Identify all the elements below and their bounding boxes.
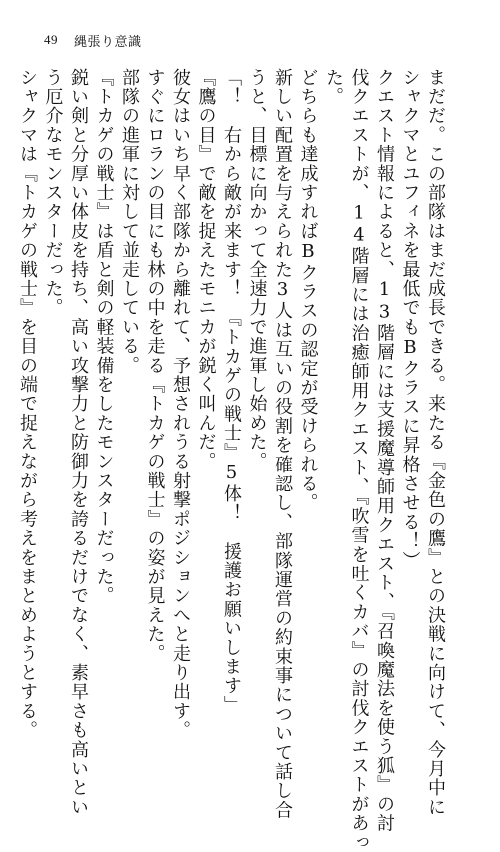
text-line: 彼女はいち早く部隊から離れて、予想されうる射撃ポジションへと走り出す。: [170, 68, 191, 740]
text-line: うと、目標に向かって全速力で進軍し始めた。: [246, 68, 268, 472]
running-header: [44, 30, 142, 50]
text-line: シャクマとユフィネを最低でもBクラスに昇格させる！）: [399, 68, 421, 571]
text-line: 部隊の進軍に対して並走している。: [119, 68, 140, 376]
text-line: た。: [323, 68, 344, 107]
page-number: 49: [44, 32, 58, 47]
text-line: シャクマは『トカゲの戦士』を目の端で捉えながら考えをまとめようとする。: [17, 68, 38, 740]
text-line: 『鷹の目』で敵を捉えたモニカが鋭く叫んだ。: [195, 68, 217, 472]
text-line: すぐにロランの目にも林の中を走る『トカゲの戦士』の姿が見えた。: [144, 68, 166, 664]
text-line: どちらも達成すればBクラスの認定が受けられる。: [297, 68, 319, 513]
text-line: クエスト情報によると、13階層には支援魔導師用クエスト、『召喚魔法を使う狐』の討: [374, 68, 395, 833]
text-line: 伐クエストが、14階層には治癒師用クエスト、『吹雪を吐くカバ』の討伐クエストがあっ: [348, 68, 370, 852]
text-line: まだだ。この部隊はまだ成長できる。来たる『金色の鷹』との決戦に向けて、今月中に: [425, 68, 446, 817]
text-line: 鋭い剣と分厚い体皮を持ち、高い攻撃力と防御力を誇るだけでなく、素早さも高いとい: [68, 68, 89, 817]
chapter-title: 縄張り意識: [74, 34, 142, 50]
text-line: 「！ 右から敵が来ます！ 『トカゲの戦士』5体！ 援護お願いします」: [221, 68, 242, 715]
text-line: 新しい配置を与えられた3人は互いの役割を確認し、部隊運営の約束事について話し合: [272, 68, 293, 820]
vertical-body-text: [15, 68, 449, 852]
text-line: う厄介なモンスターだった。: [42, 68, 64, 318]
text-line: 『トカゲの戦士』は盾と剣の軽装備をしたモンスターだった。: [93, 68, 115, 606]
